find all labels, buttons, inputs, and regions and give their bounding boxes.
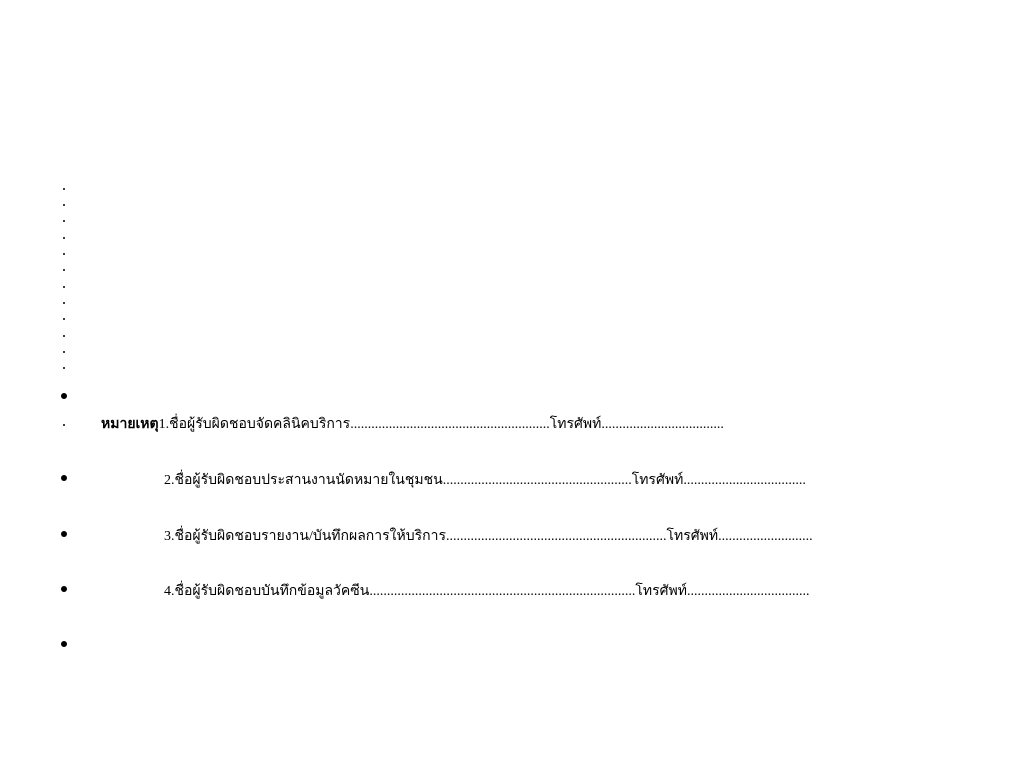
bullet [61, 586, 67, 592]
note-item-text: 2.ชื่อผู้รับผิดชอบประสานงานนัดหมายในชุมชน [164, 473, 443, 488]
phone-dots: ................................... [686, 584, 810, 599]
bullet [61, 641, 67, 647]
note-item-text: 3.ชื่อผู้รับผิดชอบรายงาน/บันทึกผลการให้บริการ [164, 529, 446, 544]
bullet [63, 367, 65, 369]
bullet [63, 335, 65, 337]
bullet [61, 531, 67, 537]
bullet [63, 302, 65, 304]
fill-dots: ............................................................... [445, 529, 667, 544]
bullet [63, 351, 65, 353]
note-line-1 [101, 416, 724, 434]
note-line-4 [164, 583, 809, 601]
bullet [63, 188, 65, 190]
fill-dots: ...................................................... [442, 473, 632, 488]
note-label: หมายเหตุ [101, 417, 159, 432]
phone-dots: ................................... [683, 473, 806, 488]
note-item-text: 4.ชื่อผู้รับผิดชอบบันทึกข้อมูลวัคซีน [164, 584, 370, 599]
bullet [63, 220, 65, 222]
phone-label: โทรศัพท์ [666, 529, 719, 544]
note-line-2 [164, 472, 806, 490]
bullet [61, 393, 67, 399]
note-line-3 [164, 528, 813, 546]
bullet [61, 475, 67, 481]
bullet [63, 269, 65, 271]
note-item-text: 1.ชื่อผู้รับผิดชอบจัดคลินิคบริการ [158, 417, 351, 432]
bullet [63, 424, 65, 426]
bullet [63, 253, 65, 255]
phone-label: โทรศัพท์ [549, 417, 602, 432]
phone-dots: ................................... [601, 417, 724, 432]
phone-dots: ........................... [718, 529, 813, 544]
bullet [63, 318, 65, 320]
bullet [63, 204, 65, 206]
bullet [63, 237, 65, 239]
fill-dots: ......................................................... [350, 417, 550, 432]
bullet [63, 286, 65, 288]
phone-label: โทรศัพท์ [635, 584, 687, 599]
phone-label: โทรศัพท์ [631, 473, 684, 488]
fill-dots: ............................................................................ [369, 584, 636, 599]
